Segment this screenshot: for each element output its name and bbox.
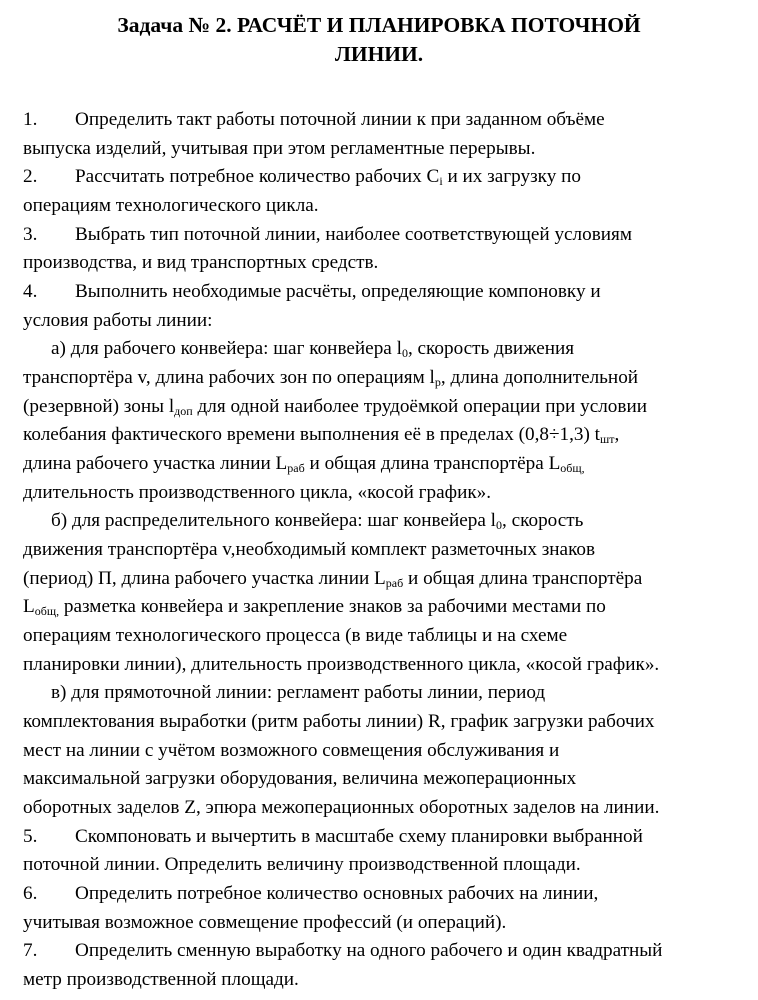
- item-4a-line-4: колебания фактического времени выполнения её в пределах (0,8÷1,3) $t_{шт}$,: [23, 424, 620, 446]
- item-2-line-1: 2. Рассчитать потребное количество рабочих $С_i$ и их загрузку по: [23, 166, 581, 188]
- item-number: 6.: [23, 883, 38, 904]
- item-3-line-2: производства, и вид транспортных средств.: [23, 252, 379, 273]
- item-4b-line-2: движения транспортёра v,необходимый комплект разметочных знаков: [23, 539, 596, 560]
- item-1-line-2: выпуска изделий, учитывая при этом регламентные перерывы.: [23, 138, 536, 159]
- item-4b-line-5: операциям технологического процесса (в виде таблицы и на схеме: [23, 625, 568, 646]
- item-3-line-1: 3. Выбрать тип поточной линии, наиболее соответствующей условиям: [23, 224, 633, 245]
- title-line-1: Задача № 2. РАСЧЁТ И ПЛАНИРОВКА ПОТОЧНОЙ: [117, 13, 641, 37]
- item-4b-line-4: $L_{общ,}$ разметка конвейера и закрепление знаков за рабочими местами по: [23, 596, 606, 618]
- item-5-line-1: 5. Скомпоновать и вычертить в масштабе схему планировки выбранной: [23, 826, 643, 847]
- item-4b-line-6: планировки линии), длительность производственного цикла, «косой график».: [23, 654, 660, 675]
- item-4a-line-3: (резервной) зоны $l_{доп}$ для одной наиболее трудоёмкой операции при условии: [23, 396, 647, 418]
- item-number: 3.: [23, 224, 38, 245]
- item-number: 4.: [23, 281, 38, 302]
- item-7-line-1: 7. Определить сменную выработку на одного рабочего и один квадратный: [23, 940, 663, 961]
- item-4-line-1: 4. Выполнить необходимые расчёты, определяющие компоновку и: [23, 281, 601, 302]
- page-title: [0, 11, 758, 69]
- item-1-line-1: 1. Определить такт работы поточной линии к при заданном объёме: [23, 109, 605, 130]
- item-4-line-2: условия работы линии:: [23, 310, 213, 331]
- item-4c-line-2: комплектования выработки (ритм работы линии) R, график загрузки рабочих: [23, 711, 655, 732]
- item-5-line-2: поточной линии. Определить величину производственной площади.: [23, 854, 581, 875]
- item-2-line-2: операциям технологического цикла.: [23, 195, 319, 216]
- item-number: 2.: [23, 166, 38, 187]
- item-number: 1.: [23, 109, 38, 130]
- item-4a-line-2: транспортёра v, длина рабочих зон по операциям $l_р$, длина дополнительной: [23, 367, 639, 389]
- item-4c-line-1: в) для прямоточной линии: регламент работы линии, период: [51, 682, 546, 703]
- item-number: 5.: [23, 826, 38, 847]
- item-7-line-2: метр производственной площади.: [23, 969, 299, 990]
- item-4c-line-5: оборотных заделов Z, эпюра межоперационных оборотных заделов на линии.: [23, 797, 660, 818]
- item-4c-line-4: максимальной загрузки оборудования, величина межоперационных: [23, 768, 577, 789]
- item-4b-line-1: б) для распределительного конвейера: шаг конвейера $l_0$, скорость: [51, 510, 584, 532]
- item-4c-line-3: мест на линии с учётом возможного совмещения обслуживания и: [23, 740, 560, 761]
- item-6-line-2: учитывая возможное совмещение профессий (и операций).: [23, 912, 507, 933]
- item-number: 7.: [23, 940, 38, 961]
- item-6-line-1: 6. Определить потребное количество основных рабочих на линии,: [23, 883, 599, 904]
- title-line-2: ЛИНИИ.: [334, 42, 424, 66]
- item-4a-line-6: длительность производственного цикла, «косой график».: [23, 482, 492, 503]
- item-4a-line-1: а) для рабочего конвейера: шаг конвейера $l_0$, скорость движения: [51, 338, 575, 360]
- item-4b-line-3: (период) П, длина рабочего участка линии $L_{раб}$ и общая длина транспортёра: [23, 568, 643, 590]
- item-4a-line-5: длина рабочего участка линии $L_{раб}$ и общая длина транспортёра $L_{общ,}$: [23, 453, 585, 475]
